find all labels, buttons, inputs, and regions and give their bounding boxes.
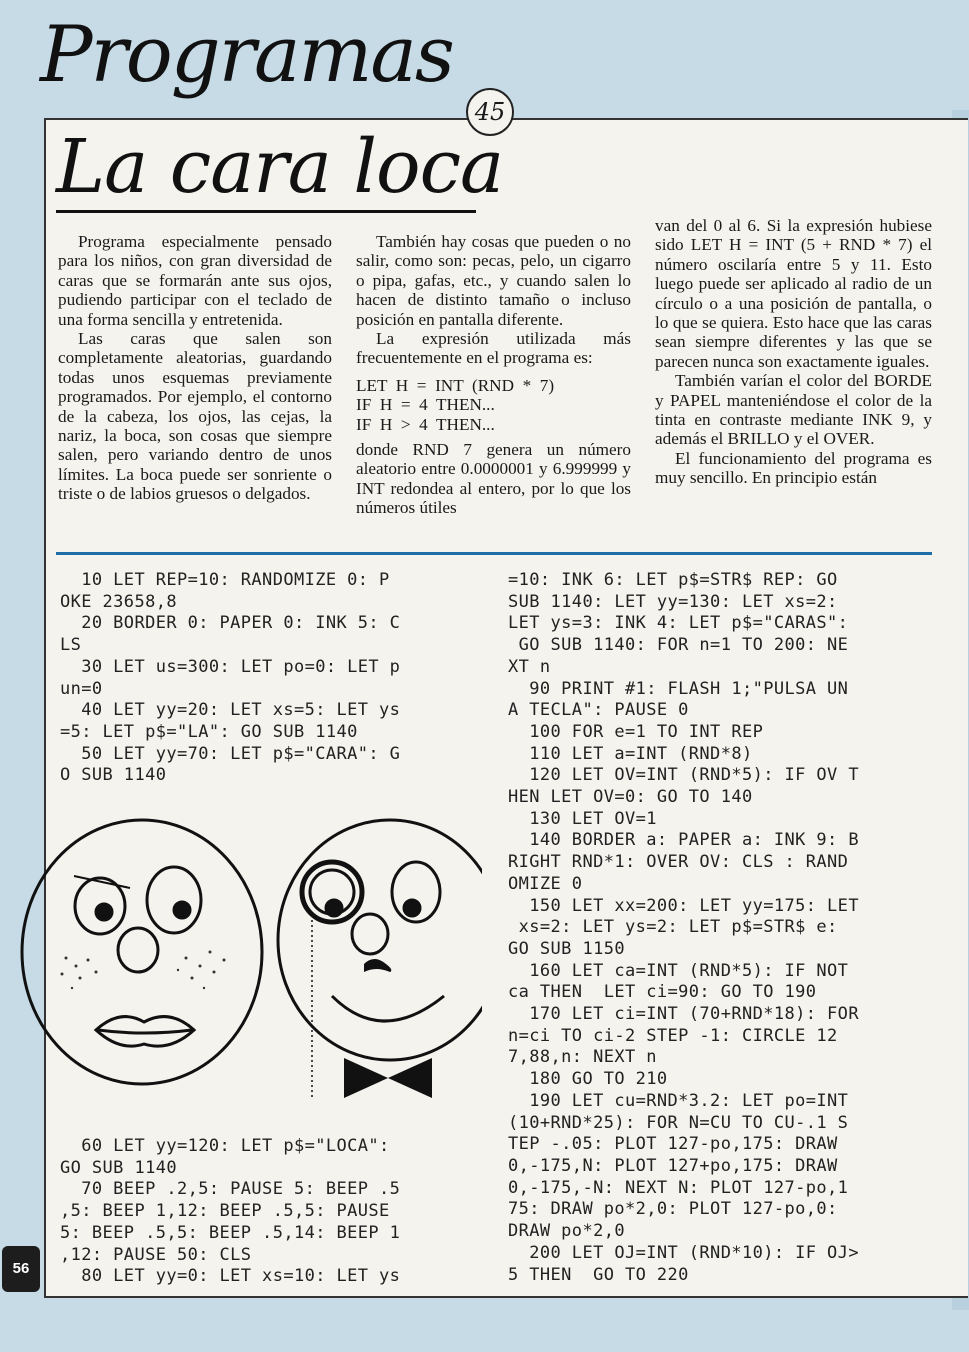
paragraph: Las caras que salen son completamente aleatorias, guardando todas unos esquemas previamente programados. Por ejemplo, el contorno de la cabeza, los ojos, las cejas, la nariz, la boca, son cosas que siempre salen, pero variando dentro de unos límites. La boca puede ser sonriente o triste o de labios gruesos o delgados. [58,329,332,504]
face-left-nose [118,928,158,972]
listing-right: =10: INK 6: LET p$=STR$ REP: GO SUB 1140: LET yy=130: LET xs=2: LET ys=3: INK 4: LET p$="CARAS": GO SUB 1140: FOR n=1 TO 200: NE XT n 90 PRINT #1: FLASH 1;"PULSA UN A TECLA": PAUSE 0 100 FOR e=1 TO INT REP 110 LET a=INT (RND*8) 120 LET OV=INT (RND*5): IF OV T HEN LET OV=0: GO TO 140 130 LET OV=1 140 BORDER a: PAPER a: INK 9: B RIGHT RND*1: OVER OV: CLS : RAND OMIZE 0 150 LET xx=200: LET yy=175: LET xs=2: LET ys=2: LET p$=STR$ e: GO SUB 1150 160 LET ca=INT (RND*5): IF NOT ca THEN LET ci=90: GO TO 190 170 LET ci=INT (70+RND*18): FOR n=ci TO ci-2 STEP -1: CIRCLE 12 7,88,n: NEXT n 180 GO TO 210 190 LET cu=RND*3.2: LET po=INT (10+RND*25): FOR N=CU TO CU-.1 S TEP -.05: PLOT 127-po,175: DRAW 0,-175,N: PLOT 127+po,175: DRAW 0,-175,-N: NEXT N: PLOT 127-po,1 75: DRAW po*2,0: PLOT 127-po,0: DRAW po*2,0 200 LET OJ=INT (RND*10): IF OJ> 5 THEN GO TO 220 [508,570,859,1285]
paragraph: También varían el color del BORDE y PAPEL manteniéndose el color de la tinta en contraste mediante INK 9, y además el BRILLO y el OVER. [655,371,932,449]
expression-block [356,376,631,434]
bow-tie-icon [344,1058,432,1098]
section-title: Programas [40,10,453,100]
paragraph: También hay cosas que pueden o no salir, como son: pecas, pelo, un cigarro o pipa, gafas, etc., y cuando salen lo hacen de distinto tamaño o incluso posición en pantalla diferente. [356,232,631,329]
section-divider [56,552,932,555]
expression-line: IF H > 4 THEN... [356,414,495,434]
expression-line: IF H = 4 THEN... [356,395,495,415]
paragraph: Programa especialmente pensado para los niños, con gran diversidad de caras que se formarán ante sus ojos, pudiendo participar con el teclado de una forma sencilla y entretenida. [58,232,332,329]
listing-left-bottom: 60 LET yy=120: LET p$="LOCA": GO SUB 1140 70 BEEP .2,5: PAUSE 5: BEEP .5 ,5: BEEP 1,12: BEEP .5,5: PAUSE 5: BEEP .5,5: BEEP .5,14: BEEP 1 ,12: PAUSE 50: CLS 80 LET yy=0: LET xs=10: LET ys [60,1136,401,1287]
paragraph: donde RND 7 genera un número aleatorio entre 0.0000001 y 6.999999 y INT redondea al entero, por lo que los números útiles [356,440,631,518]
paragraph: van del 0 al 6. Si la expresión hubiese sido LET H = INT (5 + RND * 7) el número oscilaría entre 5 y 11. Esto luego puede ser aplicado al radio de un círculo o a una posición de pantalla, o lo que se quiera. Esto hace que las caras sean siempre diferentes y las que se parecen nunca son exactamente iguales. [655,216,932,371]
article-number-badge: 45 [466,88,514,136]
face-right-nose [352,914,388,954]
paragraph: El funcionamiento del programa es muy sencillo. En principio están [655,448,932,488]
text-column-2 [356,232,631,518]
article-title: La cara loca [56,124,504,210]
title-underline [56,210,476,213]
text-column-1 [58,232,332,504]
faces-illustration [14,800,482,1134]
text-column-3 [655,216,932,488]
face-right-outline [278,820,482,1060]
moustache-icon [364,959,391,972]
listing-left-top: 10 LET REP=10: RANDOMIZE 0: P OKE 23658,8 20 BORDER 0: PAPER 0: INK 5: C LS 30 LET us=300: LET po=0: LET p un=0 40 LET yy=20: LET xs=5: LET ys =5: LET p$="LA": GO SUB 1140 50 LET yy=70: LET p$="CARA": G O SUB 1140 [60,570,401,786]
expression-line: LET H = INT (RND * 7) [356,375,555,395]
paragraph: La expresión utilizada más frecuentemente en el programa es: [356,329,631,368]
face-right-mouth [332,996,444,1021]
page-number: 56 [2,1246,40,1292]
face-left-eye [147,867,201,933]
